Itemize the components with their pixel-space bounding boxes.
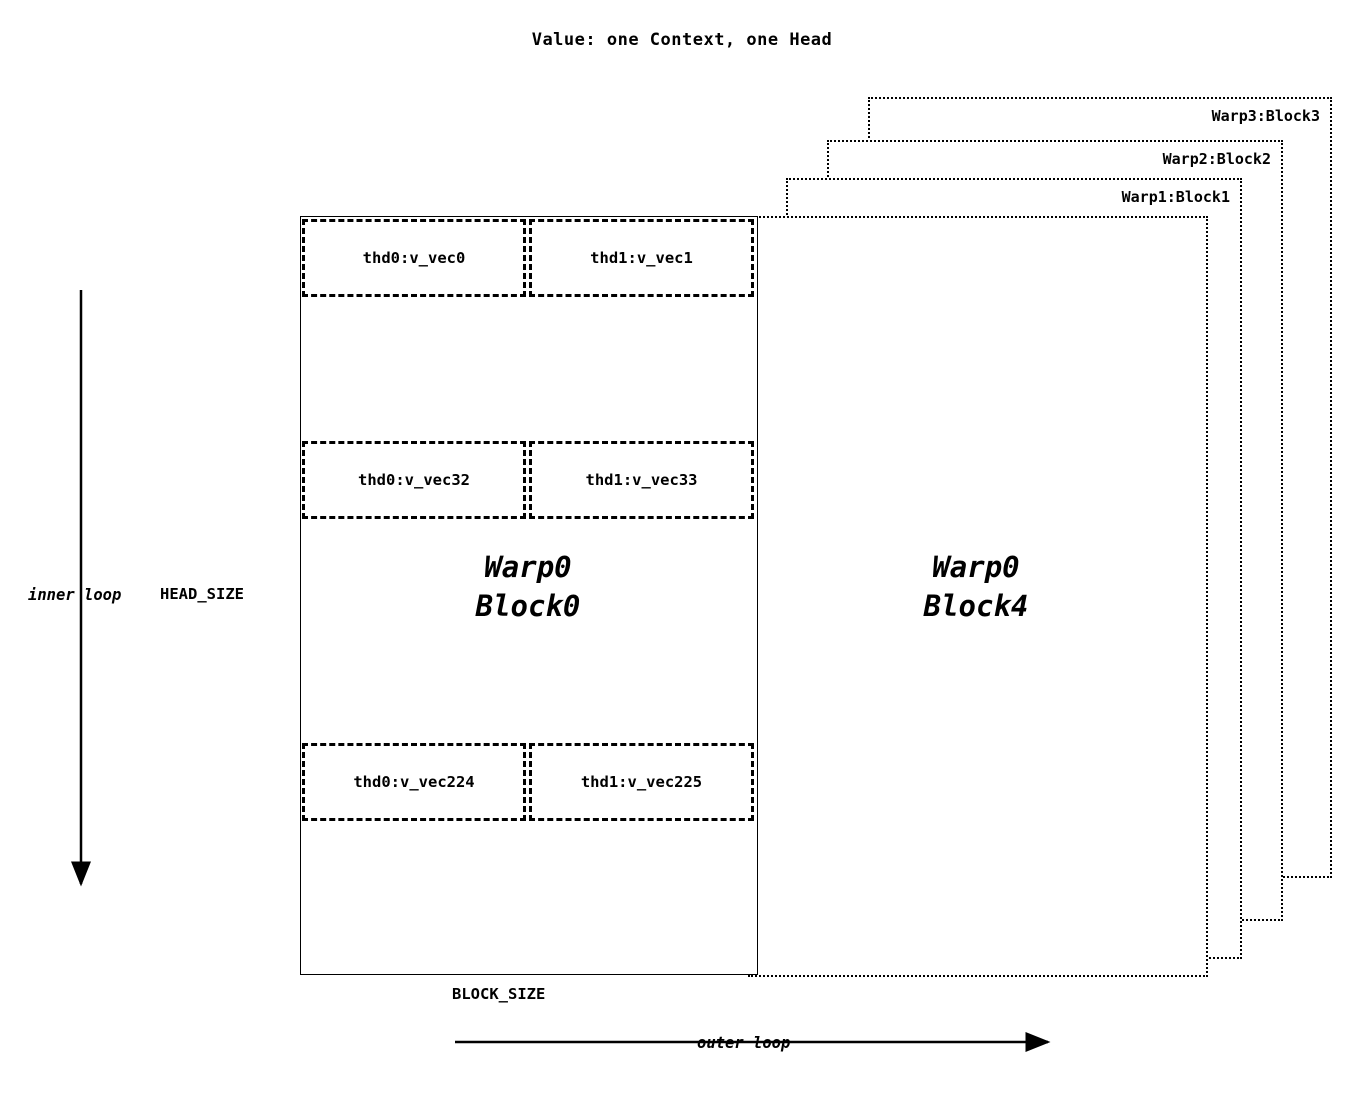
thread-cell-thd0-vvec224 xyxy=(302,743,526,821)
stack-block-3-label: Warp3:Block3 xyxy=(1211,107,1320,125)
block0-label xyxy=(300,548,756,626)
stack-block-2-label: Warp2:Block2 xyxy=(1162,150,1271,168)
thread-cell-thd1-vvec225 xyxy=(529,743,754,821)
page-title: Value: one Context, one Head xyxy=(531,30,833,50)
thread-cell-thd0-vvec32 xyxy=(302,441,526,519)
thread-cell-label: thd0:v_vec32 xyxy=(358,471,470,489)
thread-cell-label: thd1:v_vec33 xyxy=(585,471,698,489)
thread-cell-label: thd0:v_vec0 xyxy=(362,249,466,267)
outer-loop-label: outer loop xyxy=(697,1034,791,1052)
thread-cell-label: thd1:v_vec1 xyxy=(590,249,693,267)
thread-cell-label: thd0:v_vec224 xyxy=(353,773,475,791)
thread-cell-label: thd1:v_vec225 xyxy=(580,773,703,791)
thread-cell-thd0-vvec0 xyxy=(302,219,526,297)
inner-loop-label: inner loop xyxy=(28,586,122,604)
head-size-label: HEAD_SIZE xyxy=(160,585,244,603)
thread-cell-thd1-vvec33 xyxy=(529,441,754,519)
block4-label xyxy=(748,548,1204,626)
thread-cell-thd1-vvec1 xyxy=(529,219,754,297)
block-size-label: BLOCK_SIZE xyxy=(452,985,546,1003)
block4-label-line1: Warp0 xyxy=(932,550,1020,584)
stack-block-1-label: Warp1:Block1 xyxy=(1121,188,1230,206)
block0-label-line2: Block0 xyxy=(475,589,581,624)
block4-label-line2: Block4 xyxy=(923,589,1029,624)
block0-label-line1: Warp0 xyxy=(484,550,572,584)
